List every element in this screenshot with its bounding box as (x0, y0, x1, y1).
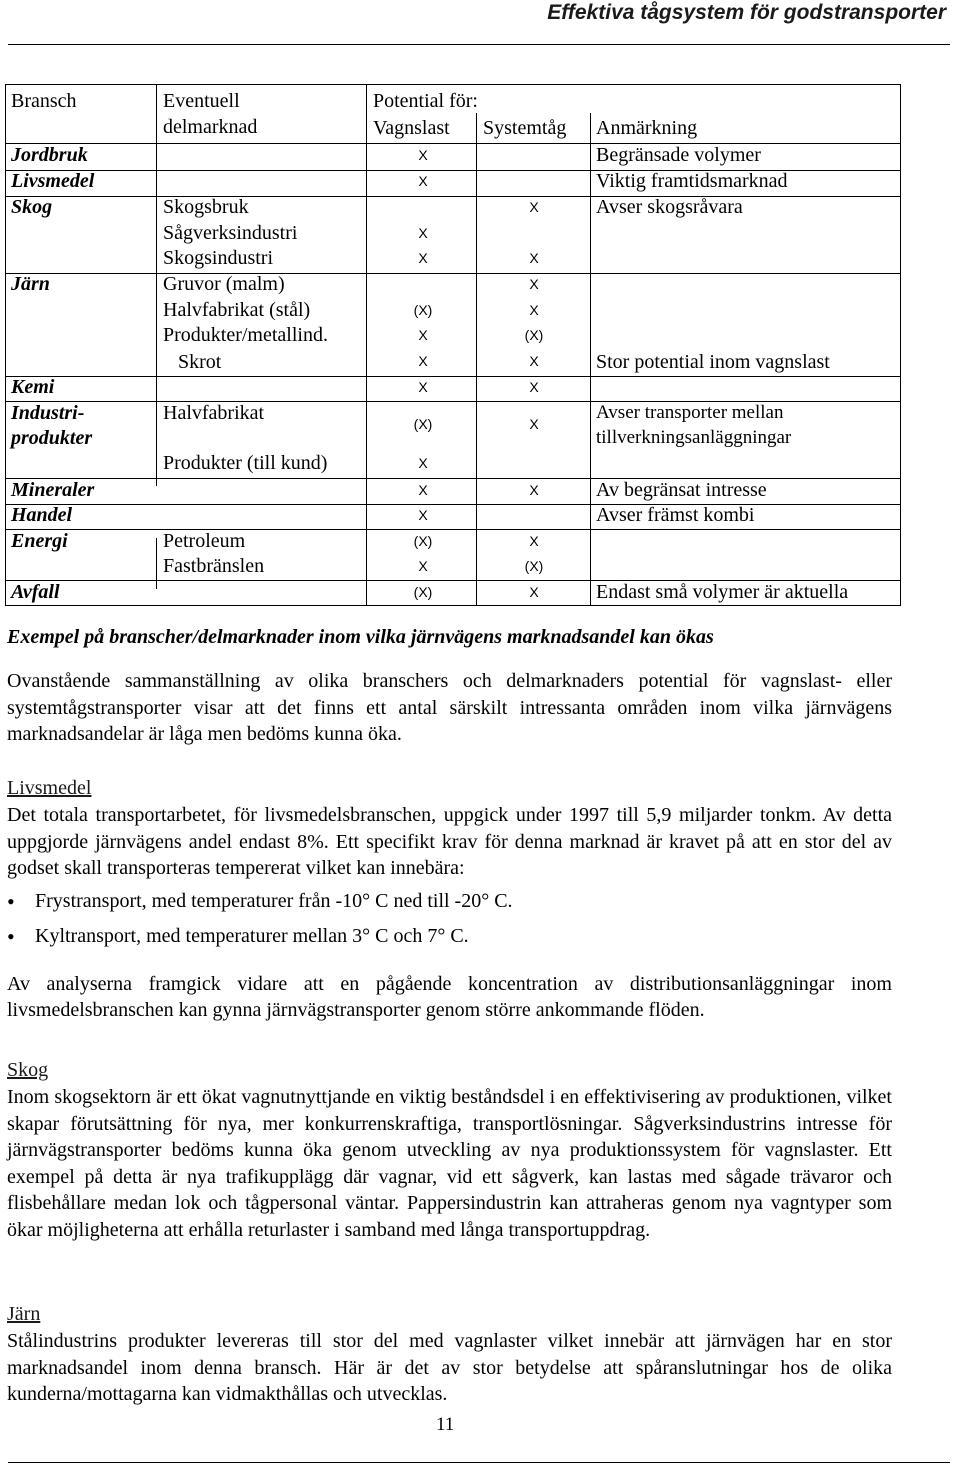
bransch-industriprodukter: Industri- (11, 402, 85, 424)
potential-table (5, 84, 901, 606)
table-col-line (156, 85, 157, 196)
page-number: 11 (436, 1414, 455, 1435)
mark-systemtag: X (529, 533, 539, 549)
mark-systemtag: X (529, 302, 539, 318)
delmarknad-cell: Skrot (178, 351, 222, 373)
header-delmarknad: delmarknad (163, 116, 258, 138)
table-col-line (156, 196, 157, 486)
anmarkning-cell: Avser skogsråvara (596, 196, 743, 218)
header-systemtag: Systemtåg (483, 117, 567, 139)
delmarknad-cell: Produkter (till kund) (163, 452, 328, 474)
intro-block (7, 668, 892, 748)
section-title-livsmedel: Livsmedel (7, 777, 92, 799)
mark-vagnslast: X (418, 507, 428, 523)
anmarkning-cell: Av begränsat intresse (596, 479, 767, 501)
list-item: • Frystransport, med temperaturer från -10° C ned till -20° C. (7, 884, 892, 919)
mark-systemtag: X (529, 584, 539, 600)
header-anmarkning: Anmärkning (596, 117, 698, 139)
header-vagnslast: Vagnslast (373, 117, 450, 139)
list-item: • Kyltransport, med temperaturer mellan 3° C och 7° C. (7, 919, 892, 954)
anmarkning-cell: Stor potential inom vagnslast (596, 351, 830, 373)
table-row-line (6, 143, 900, 144)
mark-vagnslast: (X) (413, 584, 433, 600)
livsmedel-paragraph-1: Det totala transportarbetet, för livsmedelsbranschen, uppgick under 1997 till 5,9 miljarder tonkm. Av detta uppgjorde järnvägens andel endast 8%. Ett specifikt krav för denna marknad är kravet på att en stor del av godset skall transporteras tempererat vilket kan innebära: (7, 804, 892, 879)
table-row-line (6, 376, 900, 377)
mark-systemtag: X (529, 353, 539, 369)
mark-vagnslast: X (418, 482, 428, 498)
bransch-kemi: Kemi (11, 376, 55, 398)
section-title-skog: Skog (7, 1059, 49, 1081)
table-col-line (476, 113, 477, 606)
bransch-jordbruk: Jordbruk (11, 144, 88, 166)
mark-systemtag: (X) (524, 558, 544, 574)
mark-vagnslast: X (418, 250, 428, 266)
bransch-energi: Energi (11, 530, 68, 552)
mark-vagnslast: X (418, 327, 428, 343)
section-livsmedel (7, 775, 892, 1024)
mark-vagnslast: (X) (413, 533, 433, 549)
delmarknad-cell: Halvfabrikat (163, 402, 265, 424)
anmarkning-cell: Viktig framtidsmarknad (596, 170, 788, 192)
anmarkning-cell: Begränsade volymer (596, 144, 761, 166)
anmarkning-cell: Endast små volymer är aktuella (596, 581, 849, 603)
jarn-paragraph: Stålindustrins produkter levereras till stor del med vagnlaster vilket innebär att järnvägen har en stor marknadsandel inom denna bransch. Här är det av stor betydelse att spåranslutningar hos de olika kunderna/mottagarna kan vidmakthållas och utvecklas. (7, 1330, 892, 1405)
bransch-skog: Skog (11, 196, 53, 218)
livsmedel-paragraph-2: Av analyserna framgick vidare att en pågående koncentration av distributionsanläggningar inom livsmedelsbranschen kan gynna järnvägstransporter genom större ankommande flöden. (7, 972, 892, 1021)
section-skog (7, 1057, 892, 1243)
delmarknad-cell: Gruvor (malm) (163, 273, 285, 295)
mark-vagnslast: X (418, 455, 428, 471)
mark-vagnslast: (X) (413, 416, 433, 432)
table-col-line (156, 538, 157, 589)
anmarkning-cell: Avser transporter mellan (596, 402, 784, 423)
table-col-line (590, 113, 591, 606)
mark-systemtag: X (529, 416, 539, 432)
table-row-line (6, 273, 900, 274)
mark-systemtag: (X) (524, 327, 544, 343)
bransch-handel: Handel (11, 504, 73, 526)
table-row-line (6, 529, 900, 530)
mark-systemtag: X (529, 276, 539, 292)
mark-vagnslast: X (418, 353, 428, 369)
mark-vagnslast: X (418, 173, 428, 189)
mark-systemtag: X (529, 250, 539, 266)
delmarknad-cell: Fastbränslen (163, 555, 265, 577)
bransch-industriprodukter-line2: produkter (11, 427, 93, 449)
running-title: Effektiva tågsystem för godstransporter (547, 1, 946, 24)
footer-rule (8, 1462, 950, 1463)
temperature-list (7, 884, 892, 954)
section-title-jarn: Järn (7, 1303, 41, 1325)
delmarknad-cell: Petroleum (163, 530, 246, 552)
bransch-livsmedel: Livsmedel (11, 170, 95, 192)
mark-systemtag: X (529, 379, 539, 395)
intro-paragraph: Ovanstående sammanställning av olika branschers och delmarknaders potential för vagnslast- eller systemtågstransporter visar att det finns ett antal särskilt intressanta områden inom vilka järnvägens marknadsandelar är låga men bedöms kunna öka. (7, 670, 892, 745)
mark-systemtag: X (529, 482, 539, 498)
bransch-jarn: Järn (11, 273, 50, 295)
table-col-line (366, 85, 367, 606)
delmarknad-cell: Skogsbruk (163, 196, 249, 218)
anmarkning-cell: Avser främst kombi (596, 504, 755, 526)
bransch-mineraler: Mineraler (11, 479, 95, 501)
table-caption: Exempel på branscher/delmarknader inom vilka järnvägens marknadsandel kan ökas (7, 626, 714, 648)
skog-paragraph: Inom skogsektorn är ett ökat vagnutnyttjande en viktig beståndsdel i en effektivisering av produktionen, vilket skapar förutsättning för nya, mer konkurrenskraftiga, transportlösningar. Sågverksindustrins intresse för järnvägstransporter bedöms kunna öka genom utveckling av nya produktionssystem för vagnslaster. Ett exempel på detta är nya trafikupplägg där vagnar, vid ett sågverk, kan lastas med sågade trävaror och flisbehållare medan lok och tågpersonal väntar. Pappersindustrin kan attraheras genom nya vagntyper som ökar möjligheterna att erhålla returlaster i samband med långa transportuppdrag. (7, 1086, 892, 1241)
bransch-avfall: Avfall (11, 581, 60, 603)
delmarknad-cell: Sågverksindustri (163, 222, 298, 244)
mark-vagnslast: X (418, 558, 428, 574)
table-row-line (6, 504, 900, 505)
table-row-line (6, 196, 900, 197)
header-potential: Potential för: (373, 90, 478, 112)
delmarknad-cell: Produkter/metallind. (163, 324, 328, 346)
header-rule (8, 44, 950, 45)
header-bransch: Bransch (11, 90, 77, 112)
mark-vagnslast: (X) (413, 302, 433, 318)
delmarknad-cell: Skogsindustri (163, 247, 274, 269)
mark-vagnslast: X (418, 379, 428, 395)
mark-vagnslast: X (418, 225, 428, 241)
mark-vagnslast: X (418, 147, 428, 163)
delmarknad-cell: Halvfabrikat (stål) (163, 299, 311, 321)
anmarkning-cell-line2: tillverkningsanläggningar (596, 427, 792, 448)
mark-systemtag: X (529, 199, 539, 215)
header-eventuell: Eventuell (163, 90, 240, 112)
section-jarn (7, 1301, 892, 1408)
